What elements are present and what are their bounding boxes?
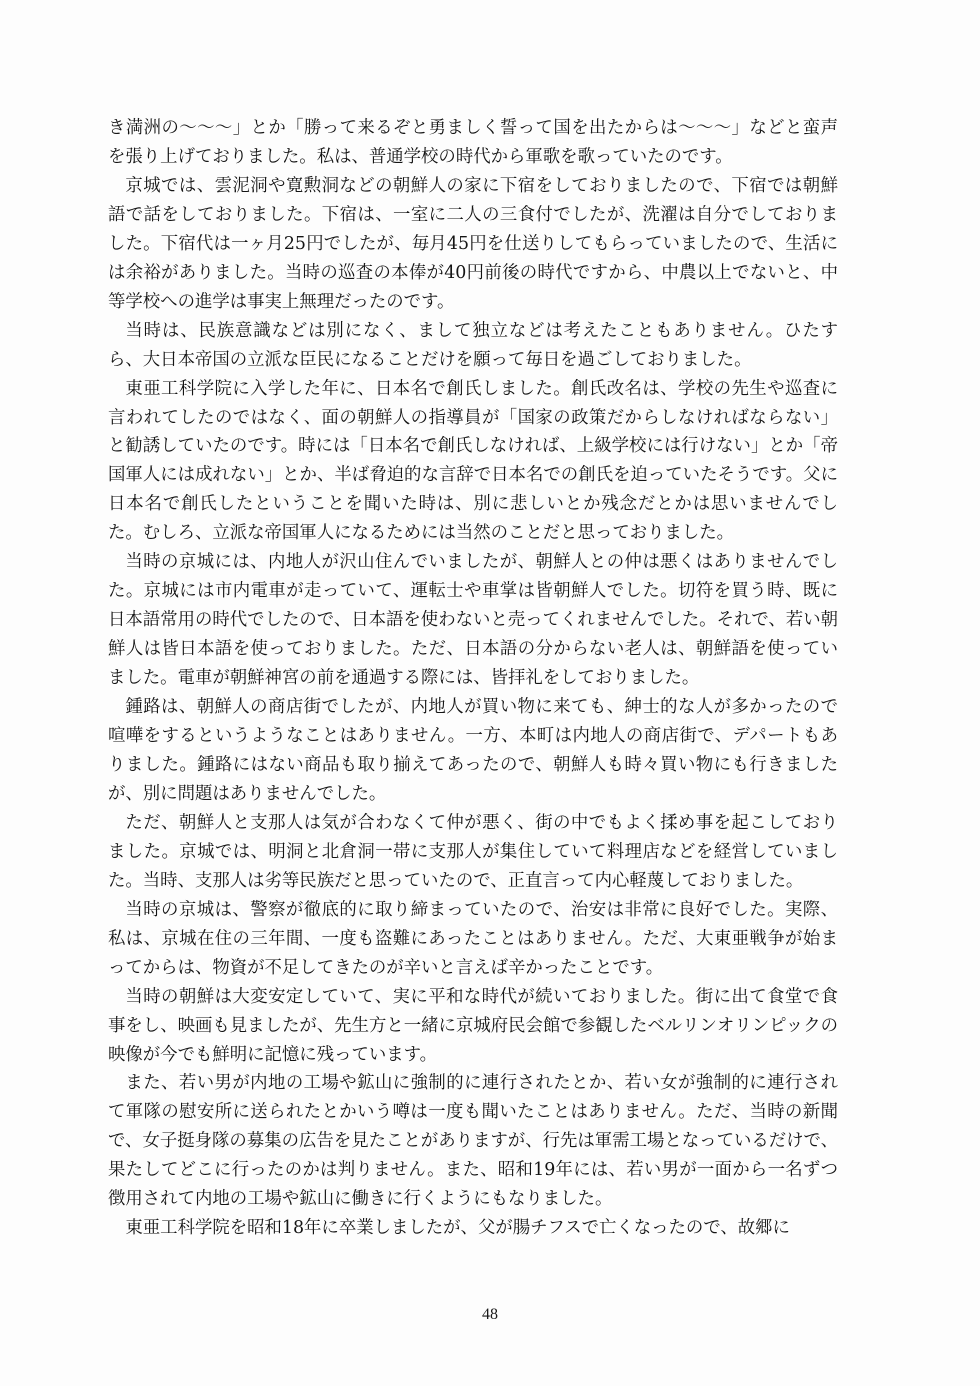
paragraph: 当時の京城は、警察が徹底的に取り締まっていたので、治安は非常に良好でした。実際、私は、京城在住の三年間、一度も盗難にあったことはありません。ただ、大東亜戦争が始まってからは、物資が不足してきたのが辛いと言えば辛かったことです。 <box>108 899 839 978</box>
paragraph: ただ、朝鮮人と支那人は気が合わなくて仲が悪く、街の中でもよく揉め事を起こしておりました。京城では、明洞と北倉洞一帯に支那人が集住していて料理店などを経営していました。当時、支那人は劣等民族だと思っていたので、正直言って内心軽蔑しておりました。 <box>108 812 838 891</box>
paragraph: 当時は、民族意識などは別になく、まして独立などは考えたこともありません。ひたすら、大日本帝国の立派な臣民になることだけを願って毎日を過ごしておりました。 <box>108 320 838 370</box>
paragraph: 東亜工科学院に入学した年に、日本名で創氏しました。創氏改名は、学校の先生や巡査に言われてしたのではなく、面の朝鮮人の指導員が「国家の政策だからしなければならない」と勧誘していたのです。時には「日本名で創氏しなければ、上級学校には行けない」とか「帝国軍人には成れない」とか、半ば脅迫的な言辞で日本名での創氏を迫っていたそうです。父に日本名で創氏したということを聞いた時は、別に悲しいとか残念だとかは思いませんでした。むしろ、立派な帝国軍人になるためには当然のことだと思っておりました。 <box>108 378 838 544</box>
paragraph: 当時の朝鮮は大変安定していて、実に平和な時代が続いておりました。街に出て食堂で食事をし、映画も見ましたが、先生方と一緒に京城府民会館で参観したベルリンオリンピックの映像が今でも鮮明に記憶に残っています。 <box>108 986 838 1065</box>
body-text <box>108 114 838 1243</box>
paragraph: 京城では、雲泥洞や寛勲洞などの朝鮮人の家に下宿をしておりましたので、下宿では朝鮮語で話をしておりました。下宿は、一室に二人の三食付でしたが、洗濯は自分でしておりました。下宿代は一ヶ月25円でしたが、毎月45円を仕送りしてもらっていましたので、生活には余裕がありました。当時の巡査の本俸が40円前後の時代ですから、中農以上でないと、中等学校への進学は事実上無理だったのです。 <box>108 175 838 312</box>
paragraph: 東亜工科学院を昭和18年に卒業しましたが、父が腸チフスで亡くなったので、故郷に <box>125 1218 790 1239</box>
paragraph: 鍾路は、朝鮮人の商店街でしたが、内地人が買い物に来ても、紳士的な人が多かったので喧嘩をするというようなことはありません。一方、本町は内地人の商店街で、デパートもありました。鍾路にはない商品も取り揃えてあったので、朝鮮人も時々買い物にも行きましたが、別に問題はありませんでした。 <box>108 697 838 804</box>
paragraph: き満洲の〜〜〜」とか「勝って来るぞと勇ましく誓って国を出たからは〜〜〜」などと蛮声を張り上げておりました。私は、普通学校の時代から軍歌を歌っていたのです。 <box>108 118 838 167</box>
page-number: 48 <box>482 1306 498 1323</box>
paragraph: また、若い男が内地の工場や鉱山に強制的に連行されたとか、若い女が強制的に連行されて軍隊の慰安所に送られたとかいう噂は一度も聞いたことはありません。ただ、当時の新聞で、女子挺身隊の募集の広告を見たことがありますが、行先は軍需工場となっているだけで、果たしてどこに行ったのかは判りません。また、昭和19年には、若い男が一面から一名ずつ徴用されて内地の工場や鉱山に働きに行くようにもなりました。 <box>108 1073 838 1210</box>
paragraph: 当時の京城には、内地人が沢山住んでいましたが、朝鮮人との仲は悪くはありませんでした。京城には市内電車が走っていて、運転士や車掌は皆朝鮮人でした。切符を買う時、既に日本語常用の時代でしたので、日本語を使わないと売ってくれませんでした。それで、若い朝鮮人は皆日本語を使っておりました。ただ、日本語の分からない老人は、朝鮮語を使っていました。電車が朝鮮神宮の前を通過する際には、皆拝礼をしておりました。 <box>108 552 838 689</box>
